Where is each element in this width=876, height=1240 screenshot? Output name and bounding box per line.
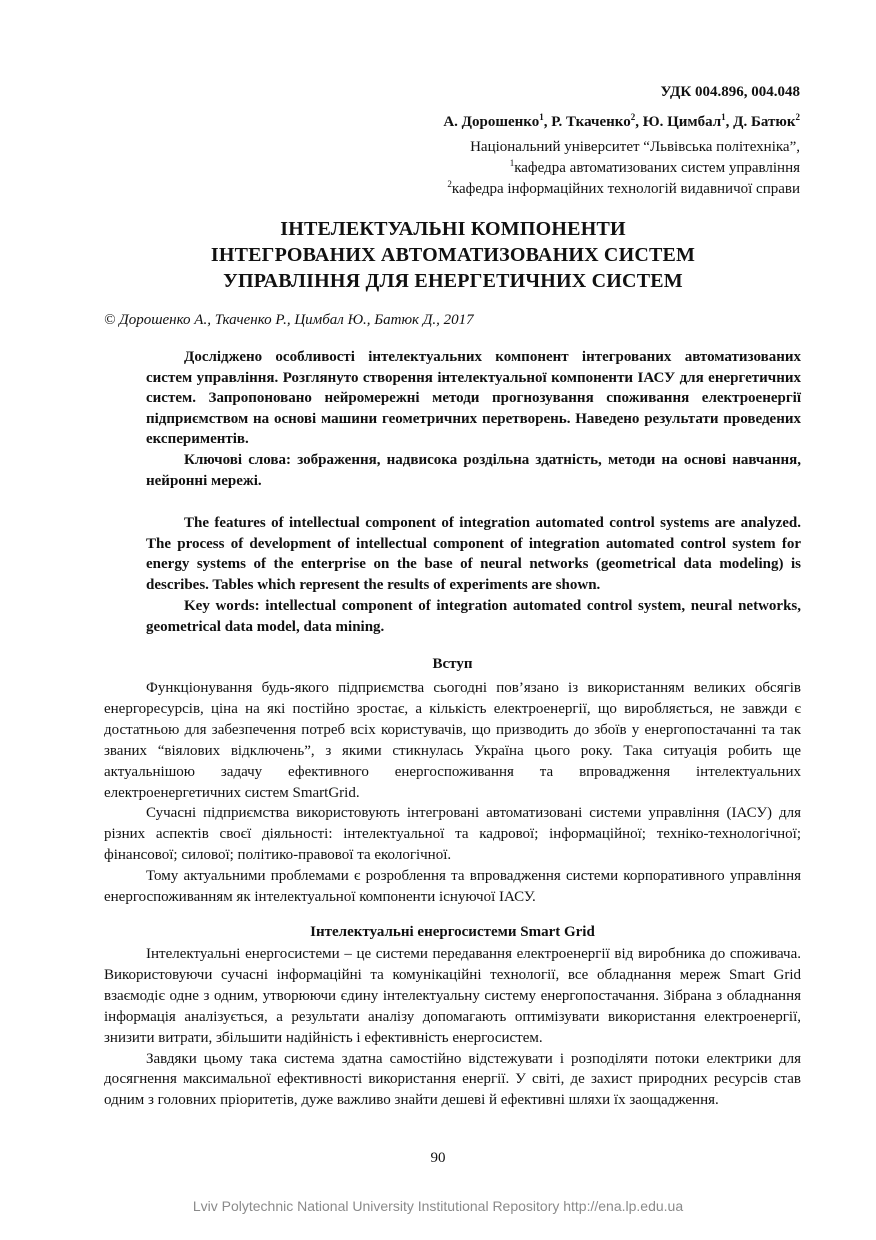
affiliation-department-1 bbox=[510, 158, 800, 179]
keywords-ukrainian: Ключові слова: зображення, надвисока роздільна здатність, методи на основі навчання, нейронні мережі. bbox=[146, 452, 801, 489]
author-name: , Ю. Цимбал bbox=[635, 114, 722, 130]
udk-code: УДК 004.896, 004.048 bbox=[660, 84, 800, 100]
paragraph: Сучасні підприємства використовують інтегровані автоматизовані системи управління (ІАСУ) для різних аспектів своєї діяльності: інтелектуальної та кадрової; інформаційної; техніко-технологічної; фінансової; силової; політико-правової та екологічної. bbox=[104, 805, 801, 864]
affiliation-text: кафедра інформаційних технологій видавничої справи bbox=[451, 181, 800, 197]
paragraph: Тому актуальними проблемами є розроблення та впровадження системи корпоративного управління енергоспоживанням як інтелектуальної компоненти існуючої ІАСУ. bbox=[104, 868, 801, 906]
author-list bbox=[443, 114, 800, 131]
abstract-english: The features of intellectual component of integration automated control systems are analyzed. The process of development of intellectual component of integration automated control system for energy systems of the enterprise on the base of neural networks (geometrical data modeling) is describes. Tables which represent the results of experiments are shown. bbox=[146, 515, 801, 593]
author-name: , Р. Ткаченко bbox=[543, 114, 631, 130]
author-name: , Д. Батюк bbox=[725, 114, 796, 130]
repository-footer: Lviv Polytechnic National University Institutional Repository http://ena.lp.edu.ua bbox=[192, 1198, 684, 1214]
author-affiliation-mark: 1 bbox=[539, 112, 544, 122]
paragraph: Інтелектуальні енергосистеми – це системи передавання електроенергії від виробника до споживача. Використовуючи сучасні інформаційні та комунікаційні технології, все обладнання мереж Smart Grid взаємодіє одне з одним, утворюючи єдину інтелектуальну систему енергопостачання. Зібрана з обладнання інформація аналізується, а результати аналізу допомагають оптимізувати використання електроенергії, знизити витрати, збільшити надійність і ефективність енергосистем. bbox=[104, 946, 801, 1046]
author-affiliation-mark: 2 bbox=[795, 112, 800, 122]
page-number: 90 bbox=[430, 1150, 446, 1166]
title-line: ІНТЕЛЕКТУАЛЬНІ КОМПОНЕНТИ bbox=[280, 218, 626, 240]
title-line: УПРАВЛІННЯ ДЛЯ ЕНЕРГЕТИЧНИХ СИСТЕМ bbox=[223, 270, 683, 292]
affiliation-mark: 1 bbox=[509, 158, 515, 168]
author-affiliation-mark: 1 bbox=[721, 112, 726, 122]
paper-title bbox=[60, 216, 846, 294]
abstract-ukrainian: Досліджено особливості інтелектуальних компонент інтегрованих автоматизованих систем управління. Розглянуто створення інтелектуальної компоненти ІАСУ для енергетичних систем. Запропоновано нейромережні методи прогнозування споживання електроенергії підприємством на основі машини геометричних перетворень. Наведено результати проведених експериментів. bbox=[146, 349, 801, 447]
section-body-intro bbox=[104, 678, 801, 908]
section-heading-intro: Вступ bbox=[432, 656, 473, 672]
keywords-english: Key words: intellectual component of integration automated control system, neural networks, geometrical data model, data mining. bbox=[146, 598, 801, 635]
author-name: А. Дорошенко bbox=[443, 114, 540, 130]
title-line: ІНТЕГРОВАНИХ АВТОМАТИЗОВАНИХ СИСТЕМ bbox=[210, 244, 696, 266]
author-affiliation-mark: 2 bbox=[630, 112, 636, 122]
affiliation-department-2 bbox=[447, 179, 800, 200]
section-body-smart-grid bbox=[104, 944, 801, 1111]
paragraph: Функціонування будь-якого підприємства сьогодні пов’язано із використанням великих обсягів енергоресурсів, ціна на які постійно зростає, а кількість електроенергії, що виробляється, не завжди є достатньою для забезпечення потреб всіх користувачів, що призводить до збоїв у енергопостачанні та так званих “віялових відключень”, з якими стикнулась Україна цього року. Така ситуація робить ще актуальнішою задачу ефективного енергоспоживання та впровадження інтелектуальних електроенергетичних систем SmartGrid. bbox=[104, 680, 801, 801]
affiliation-university: Національний університет “Львівська політехніка”, bbox=[470, 139, 800, 155]
affiliation-text: кафедра автоматизованих систем управління bbox=[514, 160, 800, 176]
section-heading-smart-grid: Інтелектуальні енергосистеми Smart Grid bbox=[310, 924, 595, 940]
copyright-line: © Дорошенко А., Ткаченко Р., Цимбал Ю., Батюк Д., 2017 bbox=[104, 312, 474, 328]
paragraph: Завдяки цьому така система здатна самостійно відстежувати і розподіляти потоки електрики для досягнення максимальної ефективності використання енергії. У світі, де захист природних ресурсів став одним з головних пріоритетів, дуже важливо знайти дешеві й ефективні шляхи їх заощадження. bbox=[104, 1050, 801, 1109]
affiliation-mark: 2 bbox=[447, 179, 452, 189]
